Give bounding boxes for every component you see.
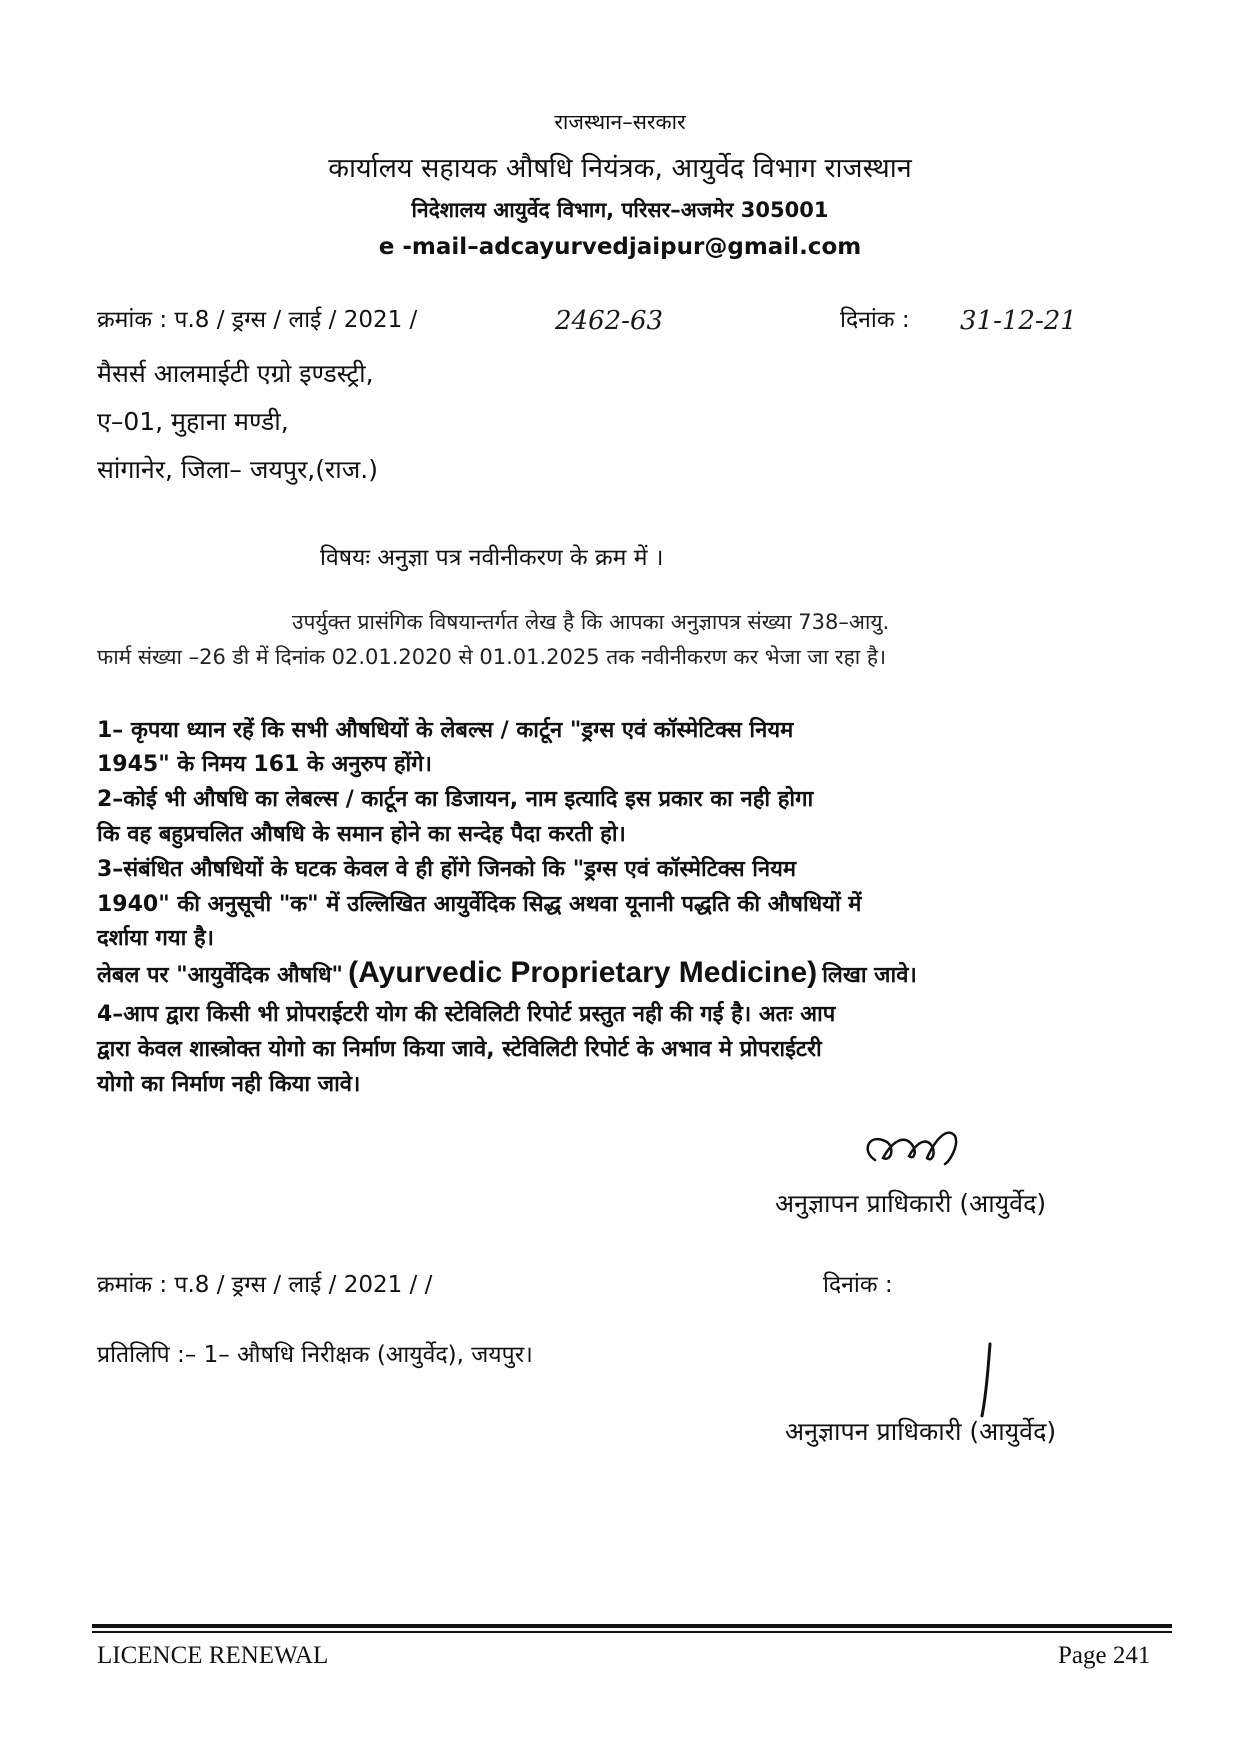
footer-rule <box>92 1624 1172 1628</box>
condition-line: 4–आप द्वारा किसी भी प्रोपराईटरी योग की स्टेविलिटी रिपोर्ट प्रस्तुत नही की गई है। अतः आप <box>97 1002 836 1027</box>
copy-reference-number: क्रमांक : प.8 / ड्रग्स / लाई / 2021 / / <box>97 1272 433 1298</box>
signatory-title: अनुज्ञापन प्राधिकारी (आयुर्वेद) <box>785 1417 1057 1446</box>
condition-line: योगो का निर्माण नही किया जावे। <box>97 1072 361 1097</box>
condition-line: 1940" की अनुसूची "क" में उल्लिखित आयुर्वेदिक सिद्ध अथवा यूनानी पद्धति की औषधियों में <box>97 892 862 917</box>
reference-number: क्रमांक : प.8 / ड्रग्स / लाई / 2021 / <box>97 307 418 333</box>
addressee-line-2: ए–01, मुहाना मण्डी, <box>97 407 289 436</box>
condition-line: 1945" के निमय 161 के अनुरुप होंगे। <box>97 752 432 777</box>
signatory-title: अनुज्ञापन प्राधिकारी (आयुर्वेद) <box>775 1189 1047 1218</box>
label-instruction-english: (Ayurvedic Proprietary Medicine) <box>348 956 818 989</box>
condition-line: दर्शाया गया है। <box>97 926 214 951</box>
copy-to-line: प्रतिलिपि :– 1– औषधि निरीक्षक (आयुर्वेद), जयपुर। <box>97 1342 533 1368</box>
condition-line: द्वारा केवल शास्त्रोक्त योगो का निर्माण किया जावे, स्टेविलिटी रिपोर्ट के अभाव मे प्रोपराईटरी <box>97 1037 822 1062</box>
label-instruction <box>97 956 917 990</box>
footer-rule <box>92 1631 1172 1633</box>
page-number: Page 241 <box>1058 1642 1151 1669</box>
condition-line: कि वह बहुप्रचलित औषधि के समान होने का सन्देह पैदा करती हो। <box>97 822 626 847</box>
addressee-name: मैसर्स आलमाईटी एग्रो इण्डस्ट्री, <box>97 359 374 388</box>
signature-stroke <box>970 1340 1000 1420</box>
office-email: e -mail–adcayurvedjaipur@gmail.com <box>378 234 862 260</box>
label-instruction-prefix: लेबल पर "आयुर्वेदिक औषधि" <box>97 963 343 988</box>
condition-line: 1– कृपया ध्यान रहें कि सभी औषधियों के लेबल्स / कार्टून "ड्रग्स एवं कॉस्मेटिक्स नियम <box>97 718 794 743</box>
office-address: निदेशालय आयुर्वेद विभाग, परिसर–अजमेर 305001 <box>411 198 829 222</box>
condition-line: 2–कोई भी औषधि का लेबल्स / कार्टून का डिजायन, नाम इत्यादि इस प्रकार का नही होगा <box>97 787 814 812</box>
handwritten-signature <box>855 1120 995 1180</box>
handwritten-date: 31-12-21 <box>960 306 1077 336</box>
copy-date-label: दिनांक : <box>823 1272 893 1298</box>
footer-title: LICENCE RENEWAL <box>97 1642 329 1669</box>
label-instruction-suffix: लिखा जावे। <box>822 963 917 988</box>
body-paragraph-line-2: फार्म संख्या –26 डी में दिनांक 02.01.2020 से 01.01.2025 तक नवीनीकरण कर भेजा जा रहा है। <box>97 645 887 669</box>
handwritten-reference-number: 2462-63 <box>555 306 664 336</box>
subject-line: विषयः अनुज्ञा पत्र नवीनीकरण के क्रम में । <box>320 545 664 571</box>
government-heading: राजस्थान–सरकार <box>554 110 686 134</box>
body-paragraph-line-1: उपर्युक्त प्रासंगिक विषयान्तर्गत लेख है कि आपका अनुज्ञापत्र संख्या 738–आयु. <box>292 610 890 634</box>
condition-line: 3–संबंधित औषधियों के घटक केवल वे ही होंगे जिनको कि "ड्रग्स एवं कॉस्मेटिक्स नियम <box>97 857 797 882</box>
office-heading: कार्यालय सहायक औषधि नियंत्रक, आयुर्वेद विभाग राजस्थान <box>328 153 912 184</box>
reference-date-label: दिनांक : <box>840 307 910 333</box>
addressee-line-3: सांगानेर, जिला– जयपुर,(राज.) <box>97 455 378 484</box>
